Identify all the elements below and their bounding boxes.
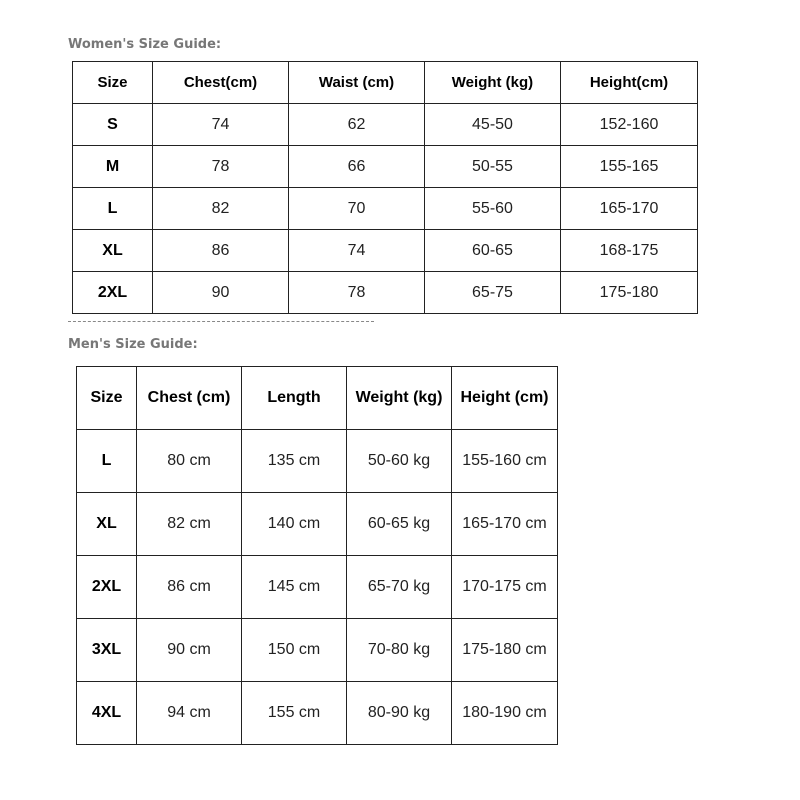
- section-divider: [68, 321, 374, 322]
- table-cell: 175-180: [561, 272, 698, 314]
- table-cell: 150 cm: [242, 619, 347, 682]
- header-cell: Weight (kg): [425, 62, 561, 104]
- table-row: [77, 493, 558, 556]
- header-cell: Size: [77, 367, 137, 430]
- table-cell: 175-180 cm: [452, 619, 558, 682]
- table-cell: 135 cm: [242, 430, 347, 493]
- table-row: [73, 104, 698, 146]
- table-row: [77, 556, 558, 619]
- table-header-row: [77, 367, 558, 430]
- table-cell: 90: [153, 272, 289, 314]
- size-cell: L: [73, 188, 153, 230]
- table-cell: 82: [153, 188, 289, 230]
- table-row: [77, 682, 558, 745]
- table-cell: 86 cm: [137, 556, 242, 619]
- table-cell: 60-65 kg: [347, 493, 452, 556]
- table-cell: 86: [153, 230, 289, 272]
- table-cell: 74: [153, 104, 289, 146]
- table-cell: 170-175 cm: [452, 556, 558, 619]
- table-cell: 152-160: [561, 104, 698, 146]
- table-cell: 65-75: [425, 272, 561, 314]
- table-cell: 78: [153, 146, 289, 188]
- women-size-guide-title: Women's Size Guide:: [68, 37, 222, 52]
- table-cell: 180-190 cm: [452, 682, 558, 745]
- men-size-guide-title: Men's Size Guide:: [68, 337, 198, 352]
- table-cell: 82 cm: [137, 493, 242, 556]
- table-cell: 62: [289, 104, 425, 146]
- table-cell: 55-60: [425, 188, 561, 230]
- size-cell: L: [77, 430, 137, 493]
- header-cell: Weight (kg): [347, 367, 452, 430]
- table-cell: 140 cm: [242, 493, 347, 556]
- header-cell: Waist (cm): [289, 62, 425, 104]
- table-cell: 74: [289, 230, 425, 272]
- header-cell: Chest (cm): [137, 367, 242, 430]
- table-cell: 155 cm: [242, 682, 347, 745]
- table-cell: 80-90 kg: [347, 682, 452, 745]
- table-cell: 70: [289, 188, 425, 230]
- table-cell: 155-160 cm: [452, 430, 558, 493]
- size-cell: S: [73, 104, 153, 146]
- table-cell: 155-165: [561, 146, 698, 188]
- women-size-table: [72, 61, 698, 314]
- size-cell: XL: [73, 230, 153, 272]
- table-cell: 90 cm: [137, 619, 242, 682]
- header-cell: Height (cm): [452, 367, 558, 430]
- size-cell: XL: [77, 493, 137, 556]
- table-row: [73, 146, 698, 188]
- table-cell: 65-70 kg: [347, 556, 452, 619]
- table-row: [77, 430, 558, 493]
- size-cell: 3XL: [77, 619, 137, 682]
- size-cell: 2XL: [73, 272, 153, 314]
- size-cell: 4XL: [77, 682, 137, 745]
- table-cell: 80 cm: [137, 430, 242, 493]
- table-row: [73, 230, 698, 272]
- table-cell: 145 cm: [242, 556, 347, 619]
- table-cell: 50-60 kg: [347, 430, 452, 493]
- table-cell: 60-65: [425, 230, 561, 272]
- table-cell: 165-170: [561, 188, 698, 230]
- header-cell: Size: [73, 62, 153, 104]
- table-header-row: [73, 62, 698, 104]
- header-cell: Height(cm): [561, 62, 698, 104]
- table-cell: 70-80 kg: [347, 619, 452, 682]
- table-cell: 168-175: [561, 230, 698, 272]
- table-row: [73, 188, 698, 230]
- table-cell: 78: [289, 272, 425, 314]
- table-cell: 165-170 cm: [452, 493, 558, 556]
- table-row: [77, 619, 558, 682]
- table-cell: 94 cm: [137, 682, 242, 745]
- header-cell: Chest(cm): [153, 62, 289, 104]
- header-cell: Length: [242, 367, 347, 430]
- table-cell: 66: [289, 146, 425, 188]
- men-size-table: [76, 366, 558, 745]
- table-cell: 45-50: [425, 104, 561, 146]
- table-row: [73, 272, 698, 314]
- table-cell: 50-55: [425, 146, 561, 188]
- size-cell: M: [73, 146, 153, 188]
- size-cell: 2XL: [77, 556, 137, 619]
